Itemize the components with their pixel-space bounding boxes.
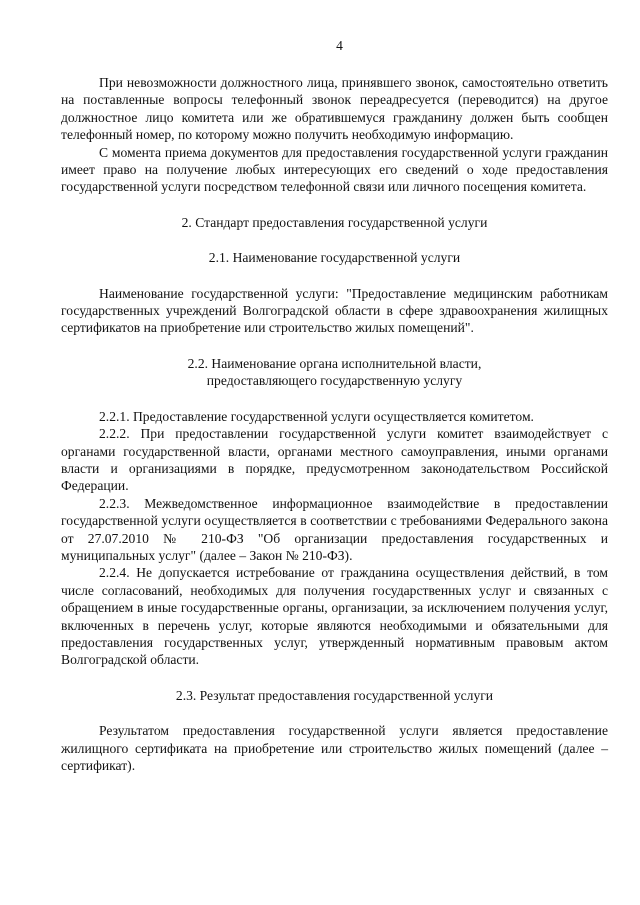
item-2-2-1: 2.2.1. Предоставление государственной услуги осуществляется комитетом. bbox=[99, 408, 534, 424]
section-2-2-title-line1: 2.2. Наименование органа исполнительной власти, bbox=[187, 355, 482, 371]
section-2-title: 2. Стандарт предоставления государственной услуги bbox=[181, 214, 488, 230]
paragraph-info-rights: С момента приема документов для предоставления государственной услуги гражданин имеет право на получение любых интересующих его сведений о ходе предоставления государственной услуги посредством телефонной связи или личного посещения комитета. bbox=[61, 144, 608, 195]
section-2-3-title: 2.3. Результат предоставления государственной услуги bbox=[175, 687, 494, 703]
item-2-2-4: 2.2.4. Не допускается истребование от гражданина осуществления действий, в том числе согласований, необходимых для получения государственных услуг и связанных с обращением в иные государственные органы, организации, за исключением получения услуг, включенных в перечень услуг, которые являются необходимыми и обязательными для предоставления государственных услуг, утвержденный нормативным правовым актом Волгоградской области. bbox=[61, 565, 608, 668]
section-2-2-title-line2: предоставляющего государственную услугу bbox=[206, 373, 463, 389]
item-2-2-3: 2.2.3. Межведомственное информационное взаимодействие в предоставлении государственной услуги осуществляется в соответствии с требованиями Федерального закона от 27.07.2010 № 210-ФЗ "Об организации предоставления государственных и муниципальных услуг" (далее – Закон № 210-ФЗ). bbox=[61, 495, 608, 563]
paragraph-redirect-call: При невозможности должностного лица, принявшего звонок, самостоятельно ответить на поставленные вопросы телефонный звонок переадресуется (переводится) на другое должностное лицо комитета или же обратившемуся гражданину должен быть сообщен телефонный номер, по которому можно получить необходимую информацию. bbox=[61, 75, 608, 143]
page-number: 4 bbox=[336, 38, 343, 53]
item-2-2-2: 2.2.2. При предоставлении государственной услуги комитет взаимодействует с органами государственной власти, органами местного самоуправления, иными органами власти и организациями в порядке, предусмотренном законодательством Российской Федерации. bbox=[61, 426, 608, 494]
section-2-1-text: Наименование государственной услуги: "Предоставление медицинским работникам государственных учреждений Волгоградской области в сфере здравоохранения жилищных сертификатов на приобретение или строительство жилых помещений". bbox=[61, 285, 608, 336]
section-2-3-text: Результатом предоставления государственной услуги является предоставление жилищного сертификата на приобретение или строительство жилых помещений (далее – сертификат). bbox=[61, 723, 608, 773]
section-2-1-title: 2.1. Наименование государственной услуги bbox=[208, 250, 461, 266]
